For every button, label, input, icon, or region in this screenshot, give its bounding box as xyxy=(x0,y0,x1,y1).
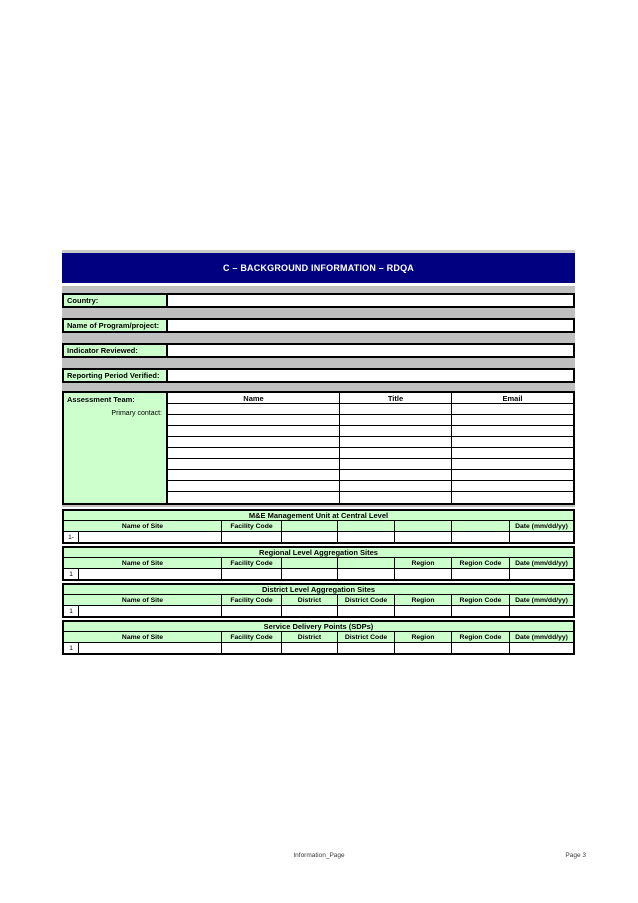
site-section-regional-level xyxy=(62,546,575,581)
country-label: Country: xyxy=(64,295,168,306)
site-data-row xyxy=(64,643,573,653)
team-col-header-name: Name xyxy=(168,393,340,403)
region-cell[interactable] xyxy=(395,569,452,579)
facility-code-cell[interactable] xyxy=(222,569,282,579)
team-name-cell[interactable] xyxy=(168,437,340,447)
team-email-cell[interactable] xyxy=(452,415,573,425)
row-number: 1 xyxy=(64,569,79,579)
assessment-team-table xyxy=(62,391,575,505)
col-header-name-of-site: Name of Site xyxy=(64,558,222,568)
site-data-row xyxy=(64,532,573,542)
col-header-blank xyxy=(338,521,395,531)
field-row-country xyxy=(62,293,575,308)
site-section-title: Regional Level Aggregation Sites xyxy=(64,548,573,558)
district-cell[interactable] xyxy=(282,532,338,542)
col-header-name-of-site: Name of Site xyxy=(64,595,222,605)
section-header-bar xyxy=(62,253,575,283)
field-row-indicator xyxy=(62,343,575,358)
team-title-cell[interactable] xyxy=(340,437,452,447)
col-header-facility-code: Facility Code xyxy=(222,632,282,642)
site-section-central-level xyxy=(62,509,575,544)
team-name-cell[interactable] xyxy=(168,481,340,491)
team-email-cell[interactable] xyxy=(452,437,573,447)
team-row xyxy=(168,404,573,415)
district-cell[interactable] xyxy=(282,643,338,653)
col-header-region-code: Region Code xyxy=(452,595,510,605)
site-section-title: Service Delivery Points (SDPs) xyxy=(64,622,573,632)
col-header-region: Region xyxy=(395,558,452,568)
team-email-cell[interactable] xyxy=(452,404,573,414)
region-cell[interactable] xyxy=(395,532,452,542)
district-cell[interactable] xyxy=(282,569,338,579)
team-row xyxy=(168,481,573,492)
district-code-cell[interactable] xyxy=(338,569,395,579)
col-header-date: Date (mm/dd/yy) xyxy=(515,522,568,530)
team-row xyxy=(168,492,573,503)
section-title: C – BACKGROUND INFORMATION – RDQA xyxy=(223,263,414,273)
site-data-row xyxy=(64,606,573,616)
date-cell[interactable] xyxy=(510,569,573,579)
col-header-district-code: District Code xyxy=(338,595,395,605)
region-code-cell[interactable] xyxy=(452,569,510,579)
col-header-region-code: Region Code xyxy=(452,558,510,568)
region-code-cell[interactable] xyxy=(452,643,510,653)
col-header-region: Region xyxy=(395,595,452,605)
assessment-team-label-cell xyxy=(64,393,168,503)
team-name-cell[interactable] xyxy=(168,404,340,414)
team-title-cell[interactable] xyxy=(340,404,452,414)
team-title-cell[interactable] xyxy=(340,481,452,491)
field-row-reporting-period xyxy=(62,368,575,383)
team-row xyxy=(168,426,573,437)
team-email-cell[interactable] xyxy=(452,448,573,458)
assessment-team-grid xyxy=(168,393,573,503)
col-header-blank xyxy=(338,558,395,568)
indicator-label: Indicator Reviewed: xyxy=(64,345,168,356)
team-header-row xyxy=(168,393,573,404)
team-row xyxy=(168,415,573,426)
name-of-site-cell[interactable] xyxy=(79,569,222,579)
date-cell[interactable] xyxy=(510,643,573,653)
facility-code-cell[interactable] xyxy=(222,643,282,653)
col-header-blank xyxy=(282,521,338,531)
col-header-facility-code: Facility Code xyxy=(222,558,282,568)
site-header-row xyxy=(64,632,573,643)
col-header-facility-code: Facility Code xyxy=(222,595,282,605)
col-header-region-code: Region Code xyxy=(452,632,510,642)
district-code-cell[interactable] xyxy=(338,643,395,653)
team-name-cell[interactable] xyxy=(168,492,340,503)
col-header-blank xyxy=(282,558,338,568)
team-email-cell[interactable] xyxy=(452,459,573,469)
col-header-name-of-site: Name of Site xyxy=(64,521,222,531)
col-header-facility-code: Facility Code xyxy=(222,521,282,531)
col-header-district-code: District Code xyxy=(338,632,395,642)
district-code-cell[interactable] xyxy=(338,532,395,542)
col-header-date: Date (mm/dd/yy) xyxy=(515,559,568,567)
reporting-period-label: Reporting Period Verified: xyxy=(64,370,168,381)
assessment-team-label: Assessment Team: xyxy=(67,395,135,404)
site-header-row xyxy=(64,595,573,606)
region-code-cell[interactable] xyxy=(452,532,510,542)
site-header-row xyxy=(64,521,573,532)
team-title-cell[interactable] xyxy=(340,470,452,480)
footer-page-number: Page 3 xyxy=(565,852,586,859)
row-number: 1- xyxy=(64,532,79,542)
region-code-cell[interactable] xyxy=(452,606,510,616)
team-title-cell[interactable] xyxy=(340,415,452,425)
col-header-date: Date (mm/dd/yy) xyxy=(515,596,568,604)
col-header-blank xyxy=(395,521,452,531)
site-section-title: M&E Management Unit at Central Level xyxy=(64,511,573,521)
col-header-district: District xyxy=(282,632,338,642)
name-of-site-cell[interactable] xyxy=(79,532,222,542)
date-cell[interactable] xyxy=(510,532,573,542)
row-number: 1 xyxy=(64,606,79,616)
facility-code-cell[interactable] xyxy=(222,532,282,542)
site-header-row xyxy=(64,558,573,569)
region-cell[interactable] xyxy=(395,643,452,653)
team-name-cell[interactable] xyxy=(168,448,340,458)
team-row xyxy=(168,470,573,481)
team-name-cell[interactable] xyxy=(168,426,340,436)
col-header-date: Date (mm/dd/yy) xyxy=(515,633,568,641)
facility-code-cell[interactable] xyxy=(222,606,282,616)
indicator-input[interactable] xyxy=(168,345,573,356)
name-of-site-cell[interactable] xyxy=(79,606,222,616)
team-col-header-title: Title xyxy=(340,393,452,403)
team-row xyxy=(168,448,573,459)
site-data-row xyxy=(64,569,573,579)
program-input[interactable] xyxy=(168,320,573,331)
team-title-cell[interactable] xyxy=(340,492,452,503)
reporting-period-input[interactable] xyxy=(168,370,573,381)
primary-contact-label: Primary contact: xyxy=(111,410,162,417)
footer-sheet-name: Information_Page xyxy=(293,852,345,859)
col-header-district: District xyxy=(282,595,338,605)
district-cell[interactable] xyxy=(282,606,338,616)
team-title-cell[interactable] xyxy=(340,448,452,458)
team-email-cell[interactable] xyxy=(452,481,573,491)
team-row xyxy=(168,437,573,448)
col-header-name-of-site: Name of Site xyxy=(64,632,222,642)
team-title-cell[interactable] xyxy=(340,426,452,436)
program-label: Name of Program/project: xyxy=(64,320,168,331)
site-section-title: District Level Aggregation Sites xyxy=(64,585,573,595)
team-name-cell[interactable] xyxy=(168,459,340,469)
date-cell[interactable] xyxy=(510,606,573,616)
team-name-cell[interactable] xyxy=(168,470,340,480)
name-of-site-cell[interactable] xyxy=(79,643,222,653)
team-name-cell[interactable] xyxy=(168,415,340,425)
team-row xyxy=(168,459,573,470)
district-code-cell[interactable] xyxy=(338,606,395,616)
site-section-district-level xyxy=(62,583,575,618)
region-cell[interactable] xyxy=(395,606,452,616)
team-email-cell[interactable] xyxy=(452,470,573,480)
row-number: 1 xyxy=(64,643,79,653)
country-input[interactable] xyxy=(168,295,573,306)
field-row-program xyxy=(62,318,575,333)
team-email-cell[interactable] xyxy=(452,426,573,436)
team-title-cell[interactable] xyxy=(340,459,452,469)
col-header-region: Region xyxy=(395,632,452,642)
col-header-blank xyxy=(452,521,510,531)
site-section-sdp xyxy=(62,620,575,655)
team-email-cell[interactable] xyxy=(452,492,573,503)
team-col-header-email: Email xyxy=(502,393,523,403)
